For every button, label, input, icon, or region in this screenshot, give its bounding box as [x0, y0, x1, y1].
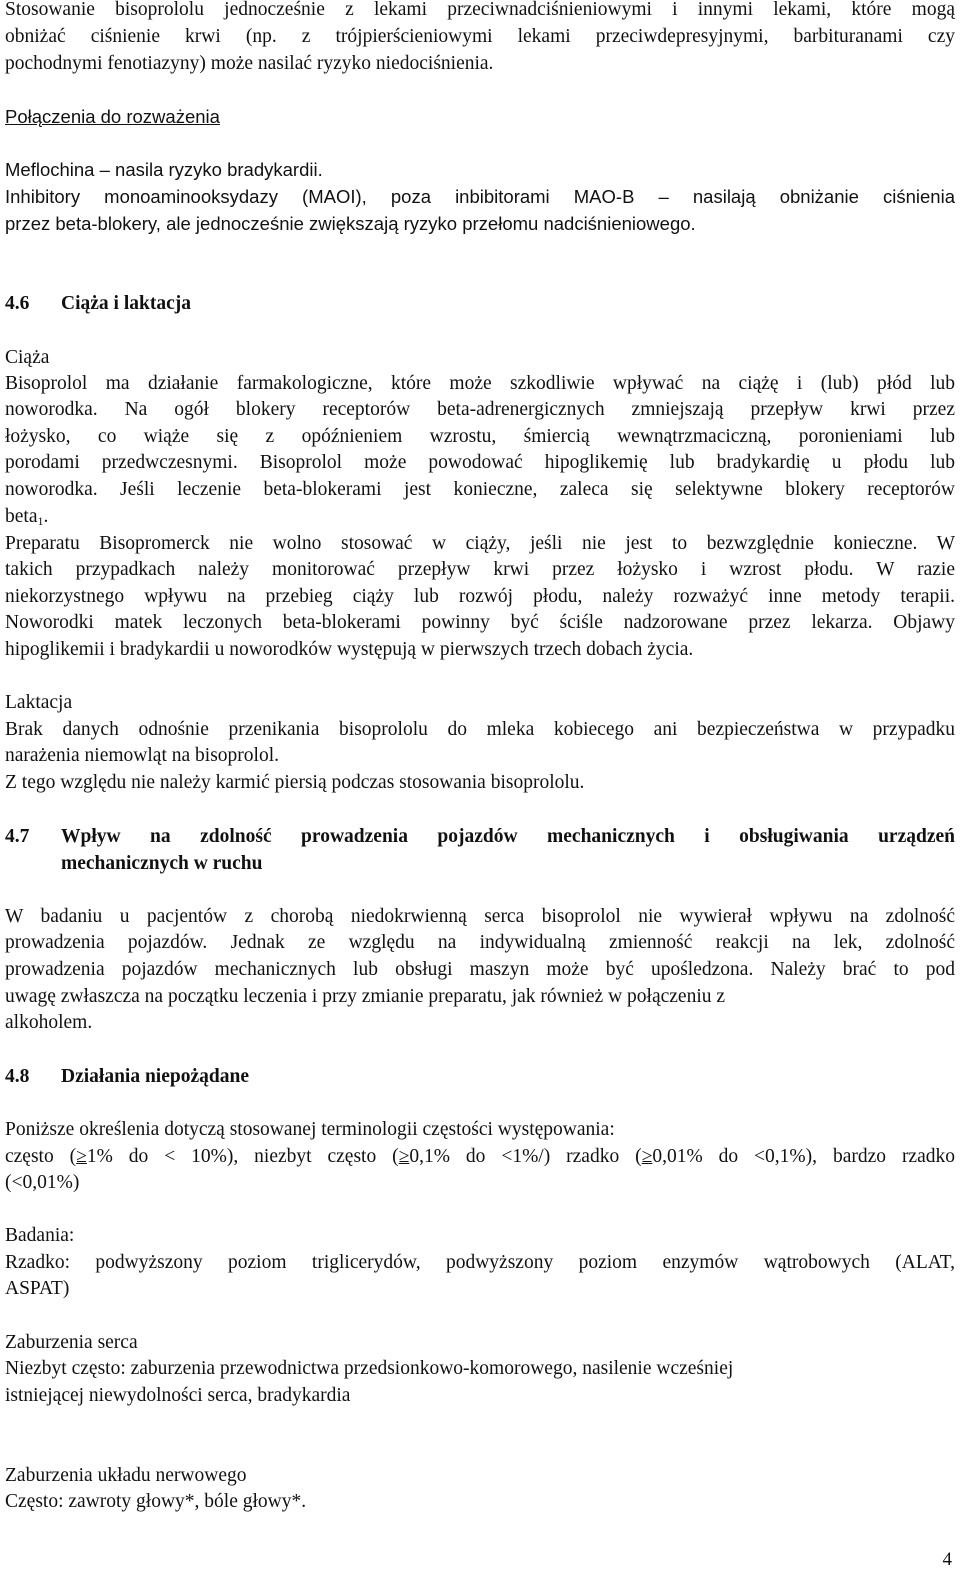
text-line: narażenia niemowląt na bisoprolol.: [5, 745, 279, 766]
subheading-pregnancy: Ciąża: [5, 347, 50, 368]
text-line: Poniższe określenia dotyczą stosowanej terminologii częstości występowania:: [5, 1119, 615, 1140]
text-line: Stosowanie bisoprololu jednocześnie z lekami przeciwnadciśnieniowymi i innymi lekami, które mogą: [5, 0, 955, 20]
text-line: Brak danych odnośnie przenikania bisoprololu do mleka kobiecego ani bezpieczeństwa w przypadku: [5, 719, 955, 740]
section-heading-4-6: [5, 291, 191, 318]
text-line: noworodka. Na ogół blokery receptorów beta-adrenergicznych zmniejszają przepływ krwi przez: [5, 399, 955, 420]
subheading-heart: Zaburzenia serca: [5, 1332, 138, 1353]
section-title: Wpływ na zdolność prowadzenia pojazdów mechanicznych i obsługiwania urządzeń: [61, 826, 955, 847]
text-line: Często: zawroty głowy*, bóle głowy*.: [5, 1491, 307, 1512]
text-line: Meflochina – nasila ryzyko bradykardii.: [5, 159, 323, 180]
text-line: Bisoprolol ma działanie farmakologiczne, które może szkodliwie wpływać na ciążę i (lub) płód lub: [5, 373, 955, 394]
text-line: prowadzenia pojazdów mechanicznych lub obsługi maszyn może być upośledzona. Należy brać to pod: [5, 959, 955, 980]
freq-text: 1% do < 10%), niezbyt często (: [86, 1146, 399, 1167]
text-line: prowadzenia pojazdów. Jednak ze względu na indywidualną zmienność reakcji na lek, zdolność: [5, 932, 955, 953]
section-heading-4-8: [5, 1064, 249, 1091]
subheading-interactions: [5, 104, 220, 131]
freq-text: często (: [5, 1146, 77, 1167]
text-line: przez beta-blokery, ale jednocześnie zwiększają ryzyko przełomu nadciśnieniowego.: [5, 213, 696, 234]
text-line: ASPAT): [5, 1278, 70, 1299]
section-number: 4.8: [5, 1066, 30, 1087]
text-line: łożysko, co wiąże się z opóźnieniem wzrostu, śmiercią wewnątrzmaciczną, poronieniami lub: [5, 426, 955, 447]
subheading-tests: Badania:: [5, 1225, 75, 1246]
section-number: 4.6: [5, 293, 30, 314]
ge-symbol: ≥: [641, 1146, 653, 1167]
section-title: Ciąża i laktacja: [61, 293, 191, 314]
text-line: Z tego względu nie należy karmić piersią podczas stosowania bisoprololu.: [5, 772, 585, 793]
frequency-line: [5, 1144, 955, 1171]
text-line: alkoholem.: [5, 1012, 93, 1033]
page-number: 4: [942, 1549, 952, 1570]
text-line: Rzadko: podwyższony poziom triglicerydów, podwyższony poziom enzymów wątrobowych (ALAT,: [5, 1252, 955, 1273]
beta-subscript: 1: [37, 514, 44, 528]
freq-text: 0,01% do <0,1%), bardzo rzadko: [652, 1146, 955, 1167]
text-line: istniejącej niewydolności serca, bradykardia: [5, 1385, 351, 1406]
text-line: [5, 504, 48, 531]
ge-symbol: ≥: [76, 1146, 87, 1167]
text-line: pochodnymi fenotiazyny) może nasilać ryzyko niedociśnienia.: [5, 53, 494, 74]
text-line: uwagę zwłaszcza na początku leczenia i przy zmianie preparatu, jak również w połączeniu z: [5, 986, 726, 1007]
beta-end: .: [43, 506, 49, 527]
text-line: niekorzystnego wpływu na przebieg ciąży lub rozwój płodu, należy rozważyć inne metody terapii.: [5, 586, 955, 607]
text-line: Preparatu Bisopromerck nie wolno stosować w ciąży, jeśli nie jest to bezwzględnie konieczne. W: [5, 533, 955, 554]
text-line: noworodka. Jeśli leczenie beta-blokerami jest konieczne, zaleca się selektywne blokery receptorów: [5, 479, 955, 500]
text-line: Noworodki matek leczonych beta-blokerami powinny być ściśle nadzorowane przez lekarza. Objawy: [5, 612, 955, 633]
text-line: obniżać ciśnienie krwi (np. z trójpierścieniowymi lekami przeciwdepresyjnymi, barbituranami czy: [5, 26, 955, 47]
text-line: W badaniu u pacjentów z chorobą niedokrwienną serca bisoprolol nie wywierał wpływu na zdolność: [5, 906, 955, 927]
subheading-lactation: Laktacja: [5, 692, 73, 713]
subheading-nervous: Zaburzenia układu nerwowego: [5, 1465, 247, 1486]
text-line: (<0,01%): [5, 1172, 80, 1193]
section-title-cont: mechanicznych w ruchu: [61, 853, 263, 874]
document-page: [5, 0, 955, 1572]
section-title: Działania niepożądane: [61, 1066, 249, 1087]
text-line: porodami przedwczesnymi. Bisoprolol może powodować hipoglikemię lub bradykardię u płodu lub: [5, 452, 955, 473]
beta-text: beta: [5, 506, 38, 527]
section-number: 4.7: [5, 826, 30, 847]
text-line: takich przypadkach należy monitorować przepływ krwi przez łożysko i wzrost płodu. W razie: [5, 559, 955, 580]
section-heading-4-7: [5, 824, 955, 851]
ge-symbol: ≥: [398, 1146, 410, 1167]
text-line: hipoglikemii i bradykardii u noworodków występują w pierwszych trzech dobach życia.: [5, 639, 694, 660]
freq-text: 0,1% do <1%/) rzadko (: [409, 1146, 642, 1167]
subheading-text: Połączenia do rozważenia: [5, 106, 220, 127]
text-line: Niezbyt często: zaburzenia przewodnictwa przedsionkowo-komorowego, nasilenie wcześniej: [5, 1358, 734, 1379]
text-line: Inhibitory monoaminooksydazy (MAOI), poza inbibitorami MAO-B – nasilają obniżanie ciśnienia: [5, 186, 955, 207]
